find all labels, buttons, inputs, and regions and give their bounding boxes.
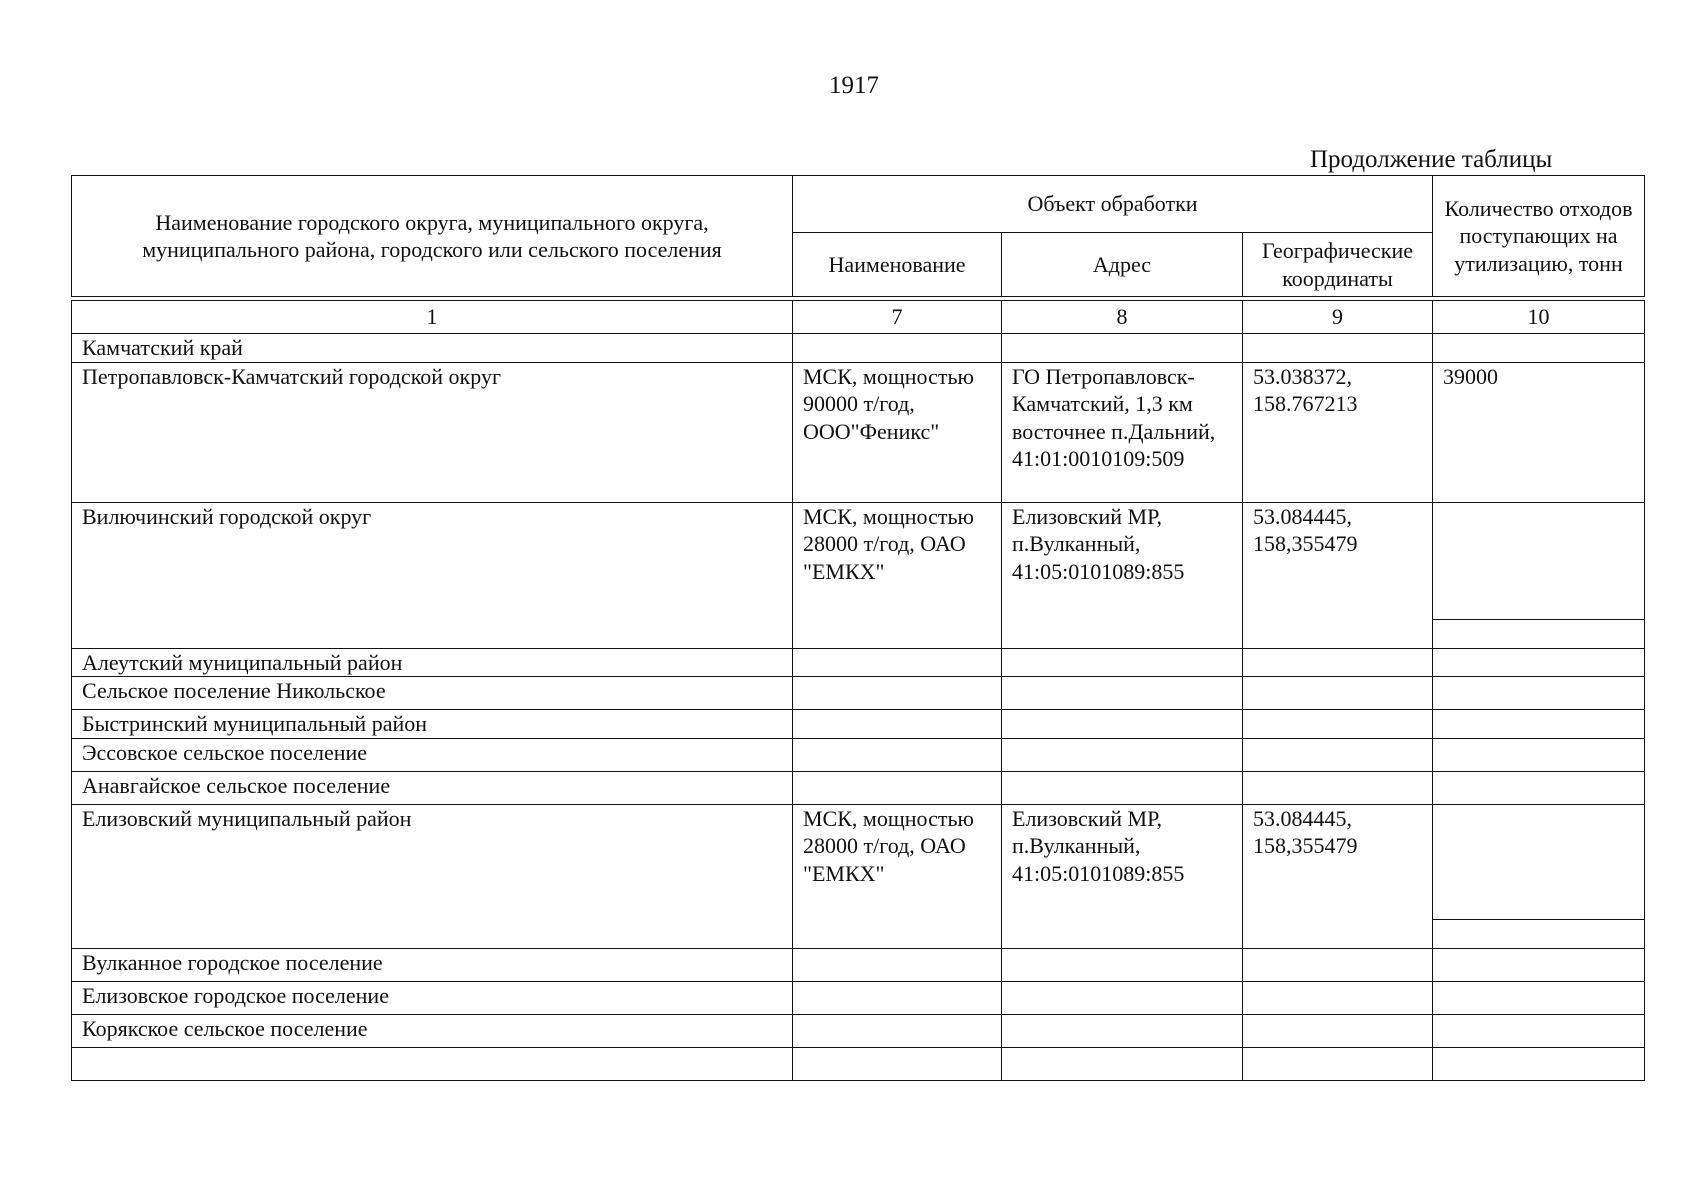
waste-quantity [1433,771,1645,804]
object-coordinates [1243,1047,1433,1080]
header-municipality: Наименование городского округа, муниципального округа, муниципального района, городского или сельского поселения [72,176,793,297]
waste-quantity [1433,948,1645,981]
object-address [1002,1047,1243,1080]
object-name [793,648,1002,677]
municipality-name: Анавгайское сельское поселение [72,771,793,804]
table-row [72,1047,1645,1080]
object-coordinates: 53.038372, 158.767213 [1243,362,1433,502]
table-row [72,771,1645,804]
table-row [72,710,1645,739]
object-coordinates [1243,771,1433,804]
header-address: Адрес [1002,233,1243,297]
object-address [1002,771,1243,804]
object-coordinates [1243,738,1433,771]
object-name: МСК, мощностью 28000 т/год, ОАО "ЕМКХ" [793,502,1002,648]
table-row [72,804,1645,919]
table-row [72,677,1645,710]
object-address [1002,677,1243,710]
waste-facility-table [71,175,1645,1081]
object-coordinates [1243,981,1433,1014]
object-address: Елизовский МР, п.Вулканный, 41:05:0101089:855 [1002,804,1243,948]
waste-quantity [1433,1047,1645,1080]
waste-quantity-subcell [1433,919,1645,948]
municipality-name: Быстринский муниципальный район [72,710,793,739]
object-address [1002,334,1243,363]
table-row [72,502,1645,619]
header-waste-quantity: Количество отходов поступающих на утилизацию, тонн [1433,176,1645,297]
municipality-name: Эссовское сельское поселение [72,738,793,771]
object-name: МСК, мощностью 28000 т/год, ОАО "ЕМКХ" [793,804,1002,948]
waste-quantity [1433,710,1645,739]
municipality-name: Корякское сельское поселение [72,1014,793,1047]
column-number: 9 [1243,301,1433,334]
object-coordinates [1243,334,1433,363]
continuation-label: Продолжение таблицы [1310,146,1553,173]
object-name: МСК, мощностью 90000 т/год, ООО"Феникс" [793,362,1002,502]
object-coordinates: 53.084445, 158,355479 [1243,502,1433,648]
header-object-name: Наименование [793,233,1002,297]
object-coordinates [1243,948,1433,981]
waste-quantity [1433,334,1645,363]
object-name [793,334,1002,363]
object-coordinates [1243,1014,1433,1047]
object-name [793,1047,1002,1080]
object-address [1002,648,1243,677]
waste-quantity: 39000 [1433,362,1645,502]
municipality-name: Вулканное городское поселение [72,948,793,981]
column-number: 8 [1002,301,1243,334]
waste-quantity [1433,648,1645,677]
table-row [72,1014,1645,1047]
object-coordinates [1243,710,1433,739]
municipality-name [72,1047,793,1080]
header-coordinates: Географические координаты [1243,233,1433,297]
object-address [1002,981,1243,1014]
waste-quantity [1433,738,1645,771]
column-number: 7 [793,301,1002,334]
object-address [1002,948,1243,981]
object-name [793,981,1002,1014]
municipality-name: Петропавловск-Камчатский городской округ [72,362,793,502]
waste-quantity [1433,804,1645,919]
column-number: 1 [72,301,793,334]
object-name [793,677,1002,710]
waste-quantity [1433,981,1645,1014]
municipality-name: Вилючинский городской округ [72,502,793,648]
object-address [1002,738,1243,771]
object-coordinates [1243,648,1433,677]
table-row [72,738,1645,771]
object-address [1002,1014,1243,1047]
municipality-name: Елизовское городское поселение [72,981,793,1014]
municipality-name: Алеутский муниципальный район [72,648,793,677]
object-address: Елизовский МР, п.Вулканный, 41:05:0101089:855 [1002,502,1243,648]
header-processing-object: Объект обработки [793,176,1433,233]
waste-quantity [1433,677,1645,710]
table-row [72,981,1645,1014]
object-name [793,710,1002,739]
waste-quantity [1433,502,1645,619]
column-number-row [72,301,1645,334]
municipality-name: Елизовский муниципальный район [72,804,793,948]
table-row [72,948,1645,981]
object-address [1002,710,1243,739]
object-name [793,948,1002,981]
waste-quantity [1433,1014,1645,1047]
table-row [72,334,1645,363]
object-coordinates [1243,677,1433,710]
table-row [72,362,1645,502]
object-coordinates: 53.084445, 158,355479 [1243,804,1433,948]
object-name [793,771,1002,804]
column-number: 10 [1433,301,1645,334]
table-row [72,648,1645,677]
object-name [793,1014,1002,1047]
object-name [793,738,1002,771]
object-address: ГО Петропавловск-Камчатский, 1,3 км восточнее п.Дальний, 41:01:0010109:509 [1002,362,1243,502]
page-number: 1917 [829,72,879,99]
waste-quantity-subcell [1433,619,1645,648]
municipality-name: Сельское поселение Никольское [72,677,793,710]
municipality-name: Камчатский край [72,334,793,363]
